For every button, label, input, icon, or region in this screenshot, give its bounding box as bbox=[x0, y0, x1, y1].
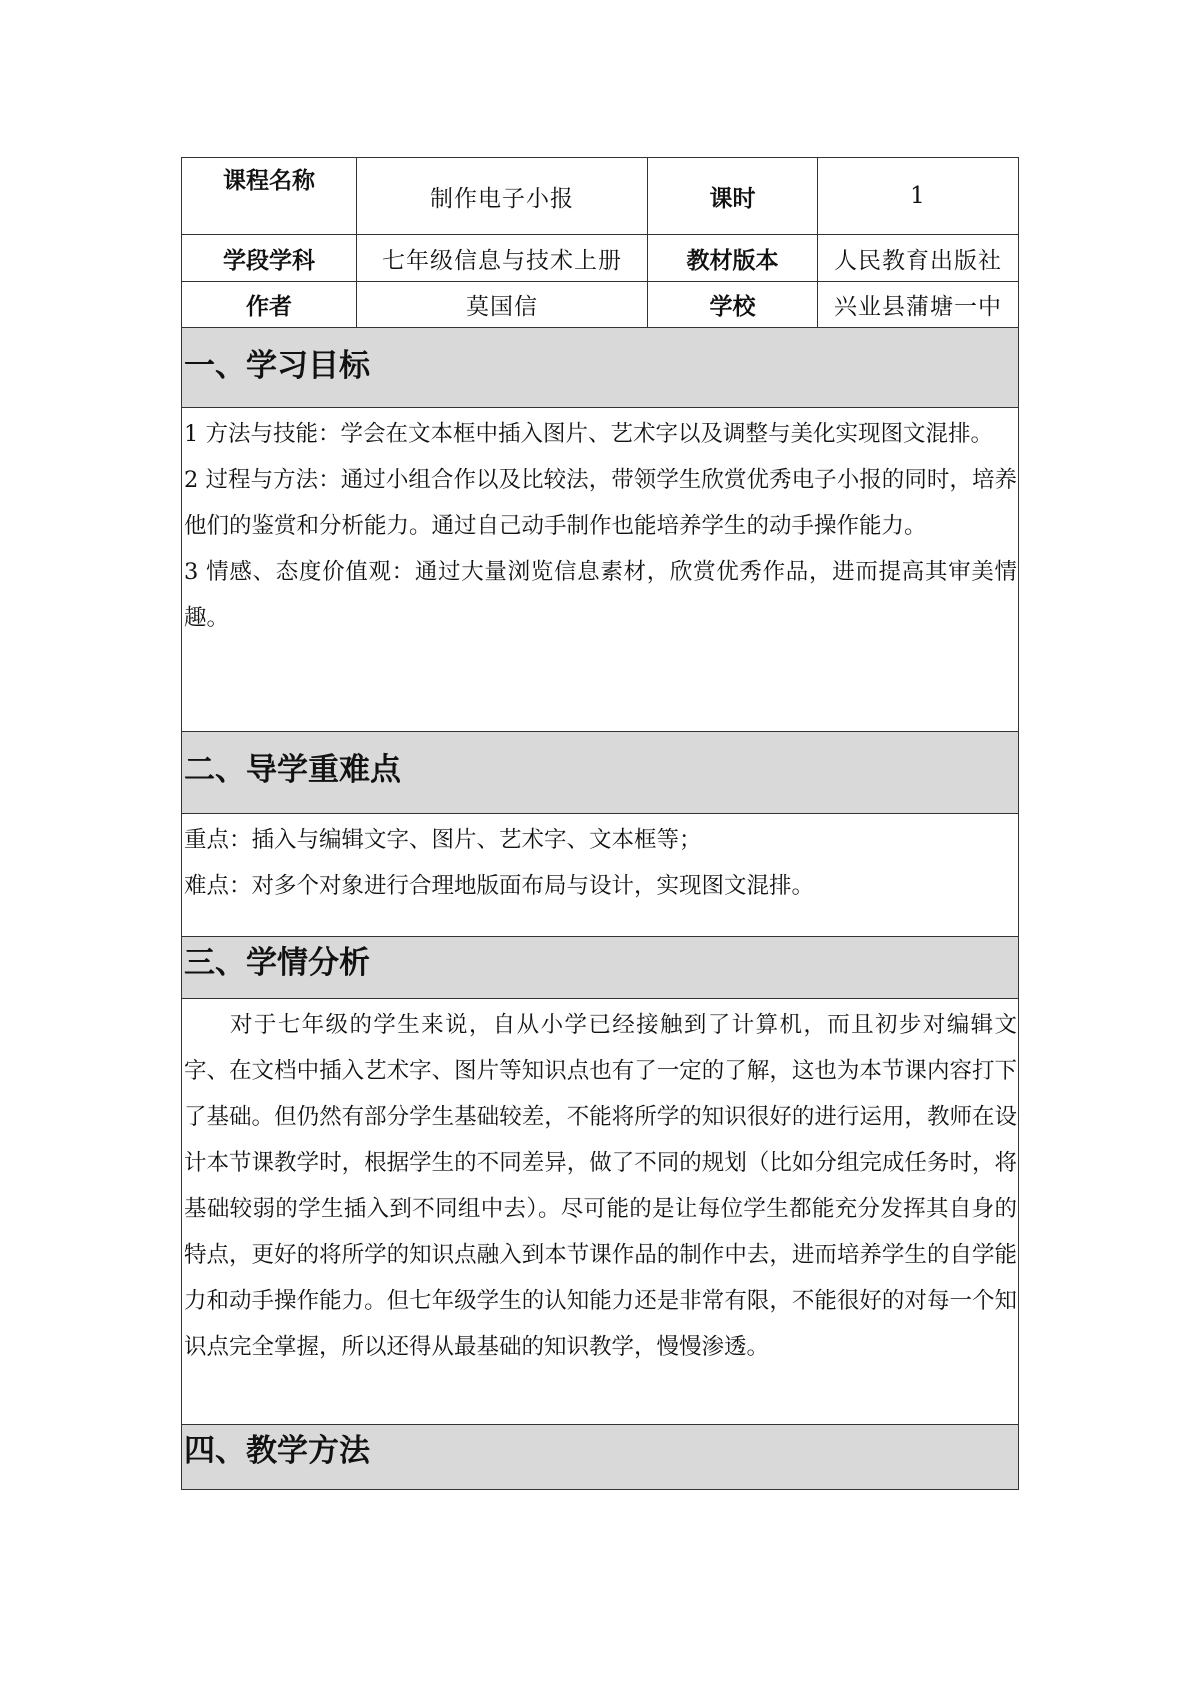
edition-value: 人民教育出版社 bbox=[818, 235, 1019, 282]
subject-value: 七年级信息与技术上册 bbox=[357, 235, 648, 282]
section-body-row bbox=[182, 814, 1019, 937]
section-title-objectives: 一、学习目标 bbox=[182, 328, 1019, 408]
header-row-author bbox=[182, 282, 1019, 328]
school-label: 学校 bbox=[648, 282, 818, 328]
class-hours-label: 课时 bbox=[648, 158, 818, 235]
edition-label: 教材版本 bbox=[648, 235, 818, 282]
key-point-paragraph: 重点：插入与编辑文字、图片、艺术字、文本框等； bbox=[184, 827, 702, 853]
header-row-subject bbox=[182, 235, 1019, 282]
section-body-key-points bbox=[182, 814, 1019, 937]
section-heading-row bbox=[182, 937, 1019, 999]
objective-paragraph: 1 方法与技能：学会在文本框中插入图片、艺术字以及调整与美化实现图文混排。 bbox=[184, 421, 993, 447]
author-label: 作者 bbox=[182, 282, 357, 328]
school-value: 兴业县蒲塘一中 bbox=[818, 282, 1019, 328]
section-title-teaching-methods: 四、教学方法 bbox=[182, 1425, 1019, 1490]
section-heading-row bbox=[182, 1425, 1019, 1490]
section-title-key-points: 二、导学重难点 bbox=[182, 732, 1019, 814]
author-value: 莫国信 bbox=[357, 282, 648, 328]
section-body-objectives bbox=[182, 408, 1019, 732]
section-heading-row bbox=[182, 732, 1019, 814]
section-title-student-analysis: 三、学情分析 bbox=[182, 937, 1019, 999]
objective-paragraph: 2 过程与方法：通过小组合作以及比较法，带领学生欣赏优秀电子小报的同时，培养他们的鉴赏和分析能力。通过自己动手制作也能培养学生的动手操作能力。 bbox=[184, 467, 1017, 539]
key-point-paragraph: 难点：对多个对象进行合理地版面布局与设计，实现图文混排。 bbox=[184, 873, 815, 899]
course-name-value: 制作电子小报 bbox=[357, 158, 648, 235]
section-body-row bbox=[182, 408, 1019, 732]
section-body-student-analysis bbox=[182, 999, 1019, 1425]
header-row-course bbox=[182, 158, 1019, 235]
analysis-paragraph: 对于七年级的学生来说，自从小学已经接触到了计算机，而且初步对编辑文字、在文档中插入艺术字、图片等知识点也有了一定的了解，这也为本节课内容打下了基础。但仍然有部分学生基础较差，不能将所学的知识很好的进行运用，教师在设计本节课教学时，根据学生的不同差异，做了不同的规划（比如分组完成任务时，将基础较弱的学生插入到不同组中去）。尽可能的是让每位学生都能充分发挥其自身的特点，更好的将所学的知识点融入到本节课作品的制作中去，进而培养学生的自学能力和动手操作能力。但七年级学生的认知能力还是非常有限，不能很好的对每一个知识点完全掌握，所以还得从最基础的知识教学，慢慢渗透。 bbox=[184, 1012, 1017, 1360]
class-hours-value: 1 bbox=[818, 158, 1019, 235]
section-body-row bbox=[182, 999, 1019, 1425]
subject-label: 学段学科 bbox=[182, 235, 357, 282]
course-name-label: 课程名称 bbox=[182, 158, 357, 235]
objective-paragraph: 3 情感、态度价值观：通过大量浏览信息素材，欣赏优秀作品，进而提高其审美情趣。 bbox=[184, 559, 1017, 631]
lesson-plan-table bbox=[181, 157, 1019, 1490]
section-heading-row bbox=[182, 328, 1019, 408]
